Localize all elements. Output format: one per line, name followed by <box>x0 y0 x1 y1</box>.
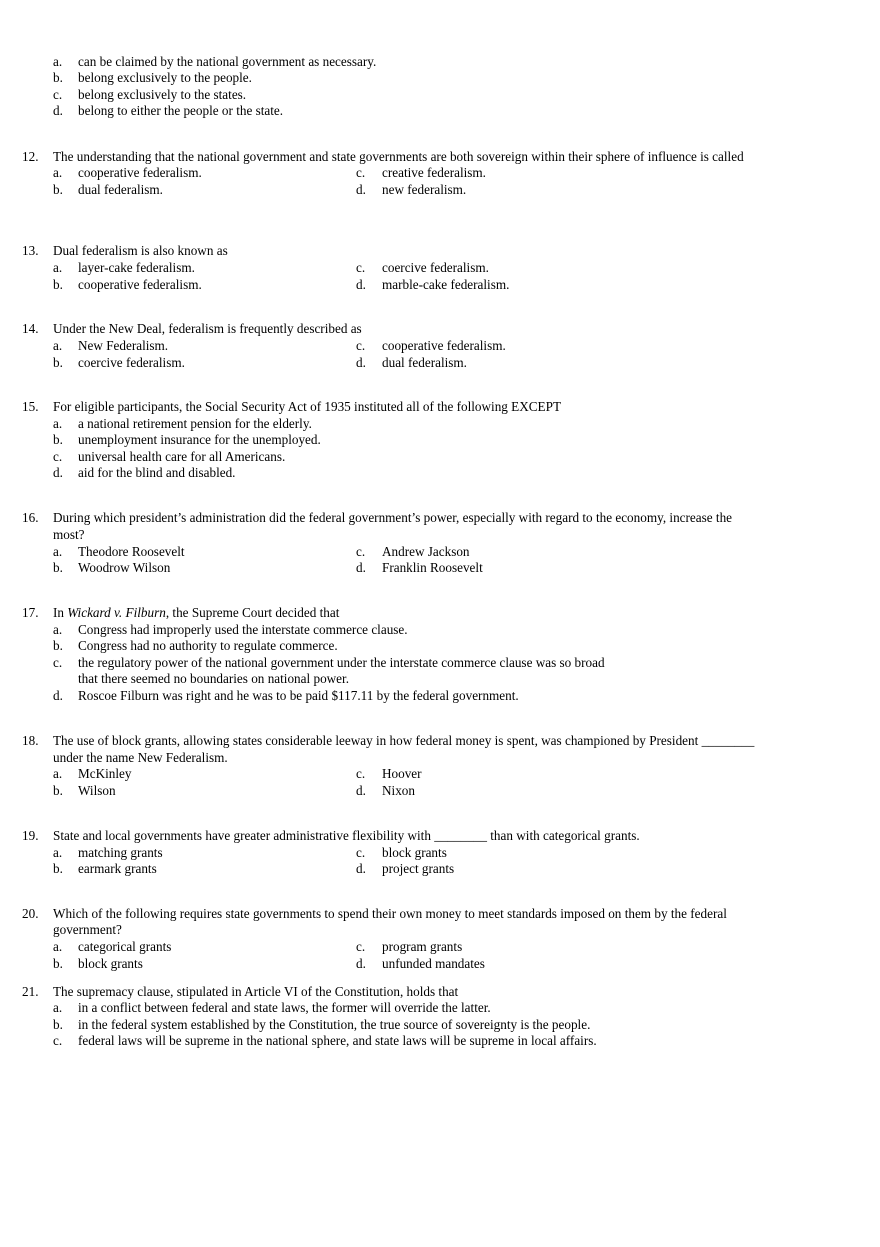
document-page: a. can be claimed by the national government as necessary. b. belong exclusively to the people. c. belong exclusively to the states. d. belong to either the people or the state. 12. The understanding that the national government and state governments are both sovereign within their sphere of influence is called a. cooperative federalism. c. creative federalism. b. dual federalism. d. new federalism. 13. Dual federalism is also known as a. layer-cake federalism. c. coercive federalism. b. cooperative federalism. d. marble-cake federalism. 14. Under the New Deal, federalism is frequently described as a. New Federalism. c. cooperative federalism. b. coercive federalism. d. dual federalism. 15. For eligible participants, the Social Security Act of 1935 instituted all of the following EXCEPT a. a national retirement pension for the elderly. b. unemployment insurance for the unemployed. c. universal health care for all Americans. d. aid for the blind and disabled. 16. During which president’s administration did the federal government’s power, especially with regard to the economy, increase the most? a. Theodore Roosevelt c. Andrew Jackson b. Woodrow Wilson d. Franklin Roosevelt 17. In Wickard v. Filburn, the Supreme Court decided that a. Congress had improperly used the interstate commerce clause. b. Congress had no authority to regulate commerce. c. the regulatory power of the national government under the interstate commerce clause was so broad that there seemed no boundaries on national power. d. Roscoe Filburn was right and he was to be paid $117.11 by the federal government. 18. The use of block grants, allowing states considerable leeway in how federal money is spent, was championed by President ________ under the name New Federalism. a. McKinley c. Hoover b. Wilson d. Nixon 19. State and local governments have greater administrative flexibility with ________ than with categorical grants. a. matching grants c. block grants b. earmark grants d. project grants 20. Which of the following requires state governments to spend their own money to meet standards imposed on them by the federal government? a. categorical grants c. program grants b. block grants d. unfunded mandates 21. The supremacy clause, stipulated in Article VI of the Constitution, holds that a. in a conflict between federal and state laws, the former will override the latter. b. in the federal system established by the Constitution, the true source of sovereignty is the people. c. federal laws will be supreme in the national sphere, and state laws will be supreme in local affairs. <box>22 54 755 1048</box>
case-name: Wickard v. Filburn <box>67 605 166 620</box>
